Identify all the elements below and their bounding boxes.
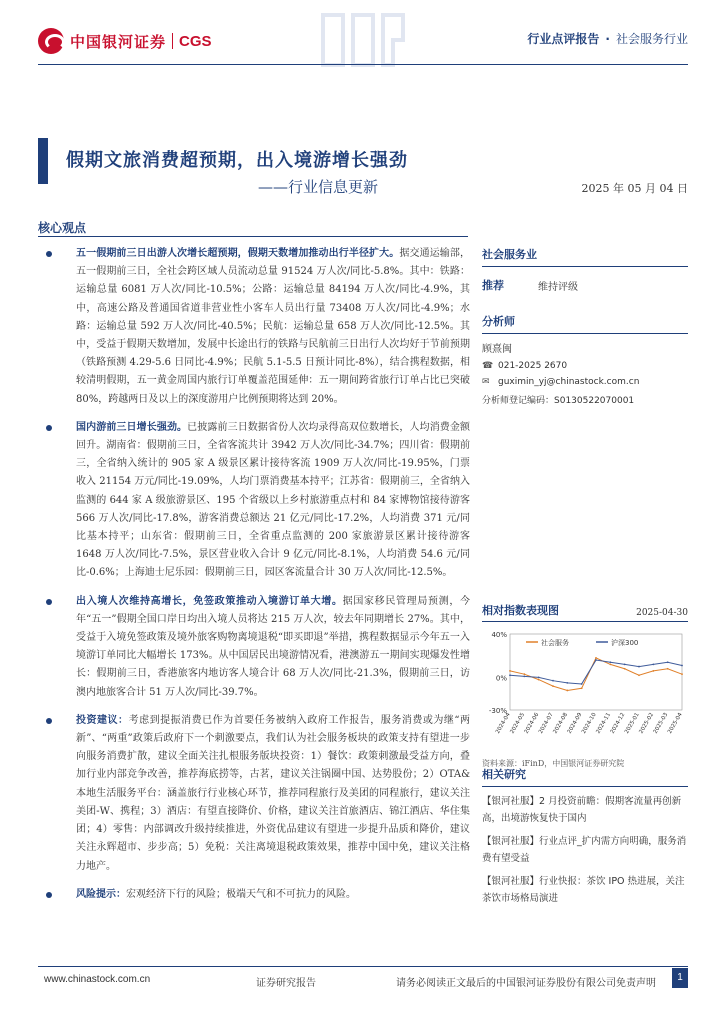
sidebar-industry: 社会服务业	[482, 246, 688, 267]
data-point	[638, 674, 640, 676]
x-tick-label: 2024-08	[552, 712, 570, 735]
chart-header	[482, 602, 688, 622]
data-point	[681, 673, 683, 675]
footer-disclaimer: 请务必阅读正文最后的中国银河证券股份有限公司免责声明	[396, 978, 656, 989]
x-tick-label: 2024-12	[609, 712, 627, 735]
footer-divider	[38, 966, 688, 967]
data-point	[552, 680, 554, 682]
bullet-lead: 风险提示：	[76, 888, 126, 900]
data-point	[581, 683, 583, 685]
data-point	[538, 677, 540, 679]
data-point	[681, 665, 683, 667]
data-point	[624, 668, 626, 670]
chart-date: 2025-04-30	[636, 608, 688, 618]
report-date: 2025 年 05 月 04 日	[581, 182, 688, 195]
core-bullet	[40, 712, 470, 876]
core-divider	[38, 236, 468, 237]
core-bullet	[40, 419, 470, 583]
footer-report-label: 证券研究报告	[256, 978, 316, 989]
bullet-lead: 投资建议：	[76, 714, 129, 726]
chart-frame	[510, 634, 682, 710]
data-point	[538, 679, 540, 681]
x-tick-label: 2024-09	[566, 712, 584, 735]
data-point	[638, 666, 640, 668]
x-tick-label: 2024-05	[509, 712, 527, 735]
industry-label: 社会服务行业	[615, 32, 688, 46]
core-content	[40, 245, 470, 914]
y-tick-label: -30%	[488, 707, 507, 715]
x-tick-label: 2024-04	[495, 712, 512, 735]
company-logo	[38, 28, 212, 54]
footer-url[interactable]: www.chinastock.com.cn	[44, 974, 151, 985]
core-bullet	[40, 593, 470, 702]
title-accent-bar	[38, 138, 48, 184]
x-tick-label: 2024-06	[523, 712, 541, 735]
analyst-email[interactable]: guximin_yj@chinastock.com.cn	[498, 377, 640, 387]
data-point	[652, 664, 654, 666]
analyst-phone: 021-2025 2670	[498, 361, 568, 371]
header-divider	[38, 64, 688, 65]
data-point	[595, 659, 597, 661]
data-point	[523, 675, 525, 677]
legend-label: 沪深300	[611, 639, 639, 647]
report-subtitle: ——行业信息更新	[258, 178, 379, 196]
x-tick-label: 2024-10	[581, 712, 598, 735]
research-item[interactable]: 【银河社服】2 月投资前瞻：假期客流量再创新高，出境游恢复快于国内	[482, 796, 682, 824]
research-heading: 相关研究	[482, 766, 688, 787]
phone-icon: ☎	[482, 361, 494, 371]
analyst-email-row	[482, 377, 688, 387]
galaxy-logo-icon	[38, 28, 64, 54]
y-tick-label: 0%	[495, 674, 507, 683]
report-type: 行业点评报告	[527, 32, 600, 46]
data-point	[581, 687, 583, 689]
data-point	[609, 664, 611, 666]
bullet-body: 已披露前三日数据省份人次均录得高双位数增长，人均消费金额回升。湖南省：假期前三日，全省客流共计 3942 万人次/同比-34.7%；四川省：假期前三，全省纳入统计的 905 家 A 级景区累计接待客流 1909 万人次/同比-19.95%，门票收入 21154 万元/同比-19.09%，人均门票消费基本持平；江苏省：假期前三，全省纳入监测的 644 家 A 级旅游景区、195 个省级以上乡村旅游重点村和 84 家博物馆接待游客 566 万人次/同比-17.8%，游客消费总额达 21 亿元/同比-17.2%，人均消费 371 元/同比基本持平；山东省：假期前三日，全省重点监测的 200 家旅游景区累计接待游客 1648 万人次/同比-7.5%，景区营业收入合计 9 亿元/同比-8.1%，人均消费 54.6 元/同比-0.6%；上海迪士尼乐园：假期前三日，园区客流量合计 30 万人次/同比-12.5%。	[76, 421, 471, 579]
report-title: 假期文旅消费超预期，出入境游增长强劲	[66, 150, 408, 171]
chart-plot	[482, 622, 688, 752]
header-separator: ·	[605, 32, 610, 46]
email-icon: ✉	[482, 377, 490, 387]
x-tick-label: 2025-01	[624, 712, 641, 735]
core-heading: 核心观点	[38, 221, 87, 235]
data-point	[566, 682, 568, 684]
data-point	[523, 673, 525, 675]
x-tick-label: 2024-11	[595, 712, 613, 735]
research-item[interactable]: 【银河社服】行业快报：茶饮 IPO 热进展，关注茶饮市场格局演进	[482, 876, 685, 904]
rating-value: 维持评级	[538, 281, 578, 293]
data-point	[566, 690, 568, 692]
series-line-social-services	[510, 658, 682, 691]
analyst-name: 顾熹闽	[482, 344, 512, 355]
x-tick-label: 2025-03	[652, 712, 670, 735]
data-point	[667, 661, 669, 663]
chart-title: 相对指数表现图	[482, 604, 559, 617]
analyst-phone-row	[482, 361, 688, 371]
x-tick-label: 2024-07	[538, 712, 555, 735]
rating-label: 推荐	[482, 279, 504, 292]
bullet-body: 考虑到提振消费已作为首要任务被纳入政府工作报告，服务消费或为继“两新”、“两重”政策后政府下一个刺激要点，我们认为社会服务板块的政策支持有望进一步向服务消费扩散，建议全面关注扎根服务版块投资：1）餐饮：政策刺激最受益方向，叠加行业内部竞争改善，推荐海底捞等，古茗，建议关注锅圈中国、达势股份；2）OTA&本地生活服务平台：涵盖旅行行业核心环节，推荐同程旅行及美团的同程旅行，建议关注美团-W、携程；3）酒店：有望直接降价、价格，建议关注首旅酒店、锦江酒店、华住集团；4）零售：内部调改升级持续推进，外资优品建议有望进一步提升品质和降价，建议关注永辉超市、步步高；5）免税：关注离境退税政策效果，推荐中国中免，建议关注格力地产。	[76, 714, 470, 872]
x-tick-label: 2025-02	[638, 712, 656, 735]
data-point	[667, 668, 669, 670]
bullet-lead: 五一假期前三日出游人次增长超预期，假期天数增加推动出行半径扩大。	[76, 248, 400, 259]
bullet-lead: 国内游前三日增长强劲。	[76, 421, 188, 433]
rating-row	[482, 277, 688, 293]
data-point	[595, 657, 597, 659]
data-point	[609, 661, 611, 663]
logo-cn-text: 中国银河证券	[70, 32, 167, 51]
report-type-header	[527, 30, 688, 47]
legend-label: 社会服务	[541, 639, 569, 647]
data-point	[652, 670, 654, 672]
series-line-csi300	[510, 660, 682, 684]
y-tick-label: 40%	[491, 631, 507, 639]
bullet-body: 据交通运输部，五一假期前三日，全社会跨区域人员流动总量 91524 万人次/同比-5.8%。其中：铁路：运输总量 6081 万人次/同比-10.5%；公路：运输总量 84194 万人次/同比-4.9%，其中，高速公路及普通国省道非营业性小客车人员出行量 73408 万人次/同比-4.9%；水路：运输总量 592 万人次/同比-40.5%；民航：运输总量 658 万人次/同比-12.5%。其中，受益于假期天数增加，发展中长途出行的铁路与民航前三日出行人次均好于节前预期（铁路预测 4.29-5.6 日同比-4.9%；民航 5.1-5.5 日预计同比-8%），结合携程数据，相较清明假期，五一黄金周国内旅行订单覆盖范围延伸：五一期间跨省旅行订单占比已突破 80%，跨越两日及以上的深度游用户比例预期将达到 20%。	[76, 248, 471, 405]
analyst-cert: 分析师登记编码：S0130522070001	[482, 396, 635, 406]
x-tick-label: 2025-04	[667, 712, 684, 735]
relative-index-chart	[482, 602, 688, 769]
cgs-watermark-icon	[318, 10, 418, 70]
research-item[interactable]: 【银河社服】行业点评_扩内需方向明确，服务消费有望受益	[482, 836, 687, 864]
core-bullet	[40, 886, 470, 904]
logo-en-text: CGS	[179, 32, 212, 50]
bullet-body: 宏观经济下行的风险；极端天气和不可抗力的风险。	[126, 888, 356, 900]
data-point	[552, 685, 554, 687]
chart-source: 资料来源：iFinD，中国银河证券研究院	[482, 759, 625, 768]
related-research	[482, 766, 688, 907]
page-number: 1	[672, 968, 688, 988]
bullet-body: 据国家移民管理局预测，今年“五一”假期全国口岸日均出入境人员将达 215 万人次，较去年同期增长 27%。其中，受益于入境免签政策及境外旅客购物离境退税“即买即退”举措，携程数据显示今年五一入境游订单同比大幅增长 173%。从中国居民出境游情况看，港澳游五一期间实现爆发性增长：假期前三日，香港旅客内地访客人境合计 68 万人次/同比-21.3%，假期前三日，访澳内地旅客合计 51 万人次/同比-39.7%。	[76, 595, 471, 698]
data-point	[509, 674, 511, 676]
core-bullet	[40, 245, 470, 409]
analyst-cert-row	[482, 393, 688, 406]
data-point	[509, 670, 511, 672]
bullet-lead: 出入境人次维持高增长，免签政策推动入境游订单大增。	[76, 595, 343, 607]
data-point	[624, 664, 626, 666]
logo-divider	[172, 33, 173, 49]
sidebar	[482, 246, 688, 406]
analyst-heading: 分析师	[482, 313, 688, 334]
